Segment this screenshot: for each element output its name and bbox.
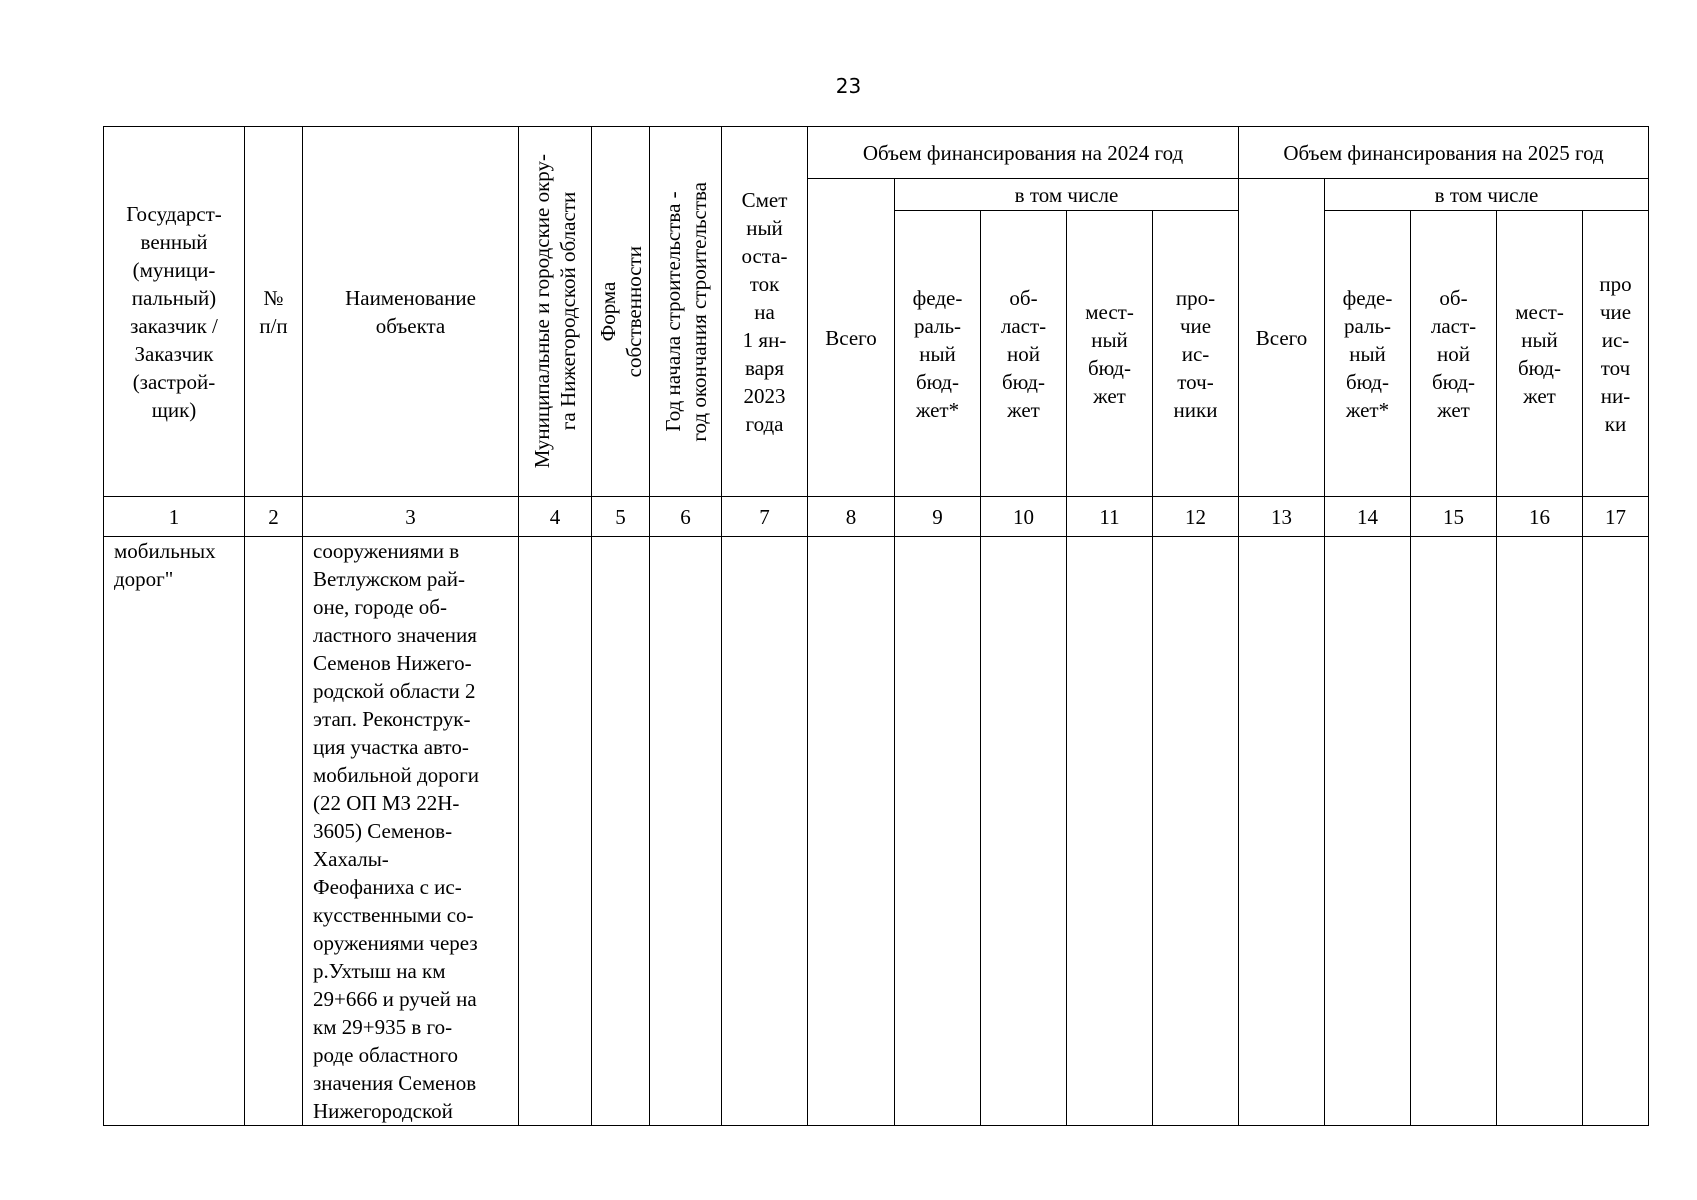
row-customer: мобильных дорог" [104,537,245,1126]
column-number: 15 [1411,497,1497,537]
column-number: 17 [1583,497,1649,537]
column-number: 12 [1153,497,1239,537]
column-number: 9 [895,497,981,537]
table-row [104,537,1649,1126]
header-object-name: Наименование объекта [303,127,519,497]
column-number: 6 [650,497,722,537]
header-customer: Государст- венный (муници- пальный) заказчик / Заказчик (застрой- щик) [104,127,245,497]
column-number: 13 [1239,497,1325,537]
financing-table [103,126,1649,1126]
page-number: 23 [835,74,862,98]
header-estimate-balance: Смет ный оста- ток на 1 ян- варя 2023 года [722,127,808,497]
header-construction-years: Год начала строительства - год окончания строительства [650,127,722,497]
row-cell-empty [1239,537,1325,1126]
column-number: 3 [303,497,519,537]
column-number: 2 [245,497,303,537]
header-number: № п/п [245,127,303,497]
header-2025-total: Всего [1239,179,1325,497]
header-2024-including: в том числе [895,179,1239,211]
column-number: 11 [1067,497,1153,537]
row-number [245,537,303,1126]
header-2025-including: в том числе [1325,179,1649,211]
row-cell-empty [808,537,895,1126]
header-municipal-districts: Муниципальные и городские окру- га Нижегородской области [519,127,592,497]
header-2024-total: Всего [808,179,895,497]
row-cell-empty [1411,537,1497,1126]
header-2024-federal: феде- раль- ный бюд- жет* [895,211,981,497]
row-cell-empty [650,537,722,1126]
header-financing-2025: Объем финансирования на 2025 год [1239,127,1649,179]
header-2024-regional: об- ласт- ной бюд- жет [981,211,1067,497]
header-2024-other: про- чие ис- точ- ники [1153,211,1239,497]
row-cell-empty [981,537,1067,1126]
column-number: 10 [981,497,1067,537]
row-cell-empty [1497,537,1583,1126]
column-number: 4 [519,497,592,537]
column-number: 16 [1497,497,1583,537]
row-cell-empty [519,537,592,1126]
row-cell-empty [722,537,808,1126]
header-2025-local: мест- ный бюд- жет [1497,211,1583,497]
row-object-name: сооружениями в Ветлужском рай- оне, городе об- ластного значения Семенов Нижего- родской области 2 этап. Реконструк- ция участка авто- мобильной дороги (22 ОП МЗ 22Н- 3605) Семенов- Хахалы- Феофаниха с ис- кусственными со- оружениями через р.Ухтыш на км 29+666 и ручей на км 29+935 в го- роде областного значения Семенов Нижегородской [303,537,519,1126]
header-2025-regional: об- ласт- ной бюд- жет [1411,211,1497,497]
column-number: 1 [104,497,245,537]
header-ownership-form: Форма собственности [592,127,650,497]
header-2024-local: мест- ный бюд- жет [1067,211,1153,497]
column-number: 8 [808,497,895,537]
row-cell-empty [1067,537,1153,1126]
header-financing-2024: Объем финансирования на 2024 год [808,127,1239,179]
row-cell-empty [1325,537,1411,1126]
column-number: 5 [592,497,650,537]
header-2025-other: про чие ис- точ ни- ки [1583,211,1649,497]
header-2025-federal: феде- раль- ный бюд- жет* [1325,211,1411,497]
column-number: 14 [1325,497,1411,537]
column-number: 7 [722,497,808,537]
row-cell-empty [592,537,650,1126]
row-cell-empty [1153,537,1239,1126]
row-cell-empty [1583,537,1649,1126]
row-cell-empty [895,537,981,1126]
